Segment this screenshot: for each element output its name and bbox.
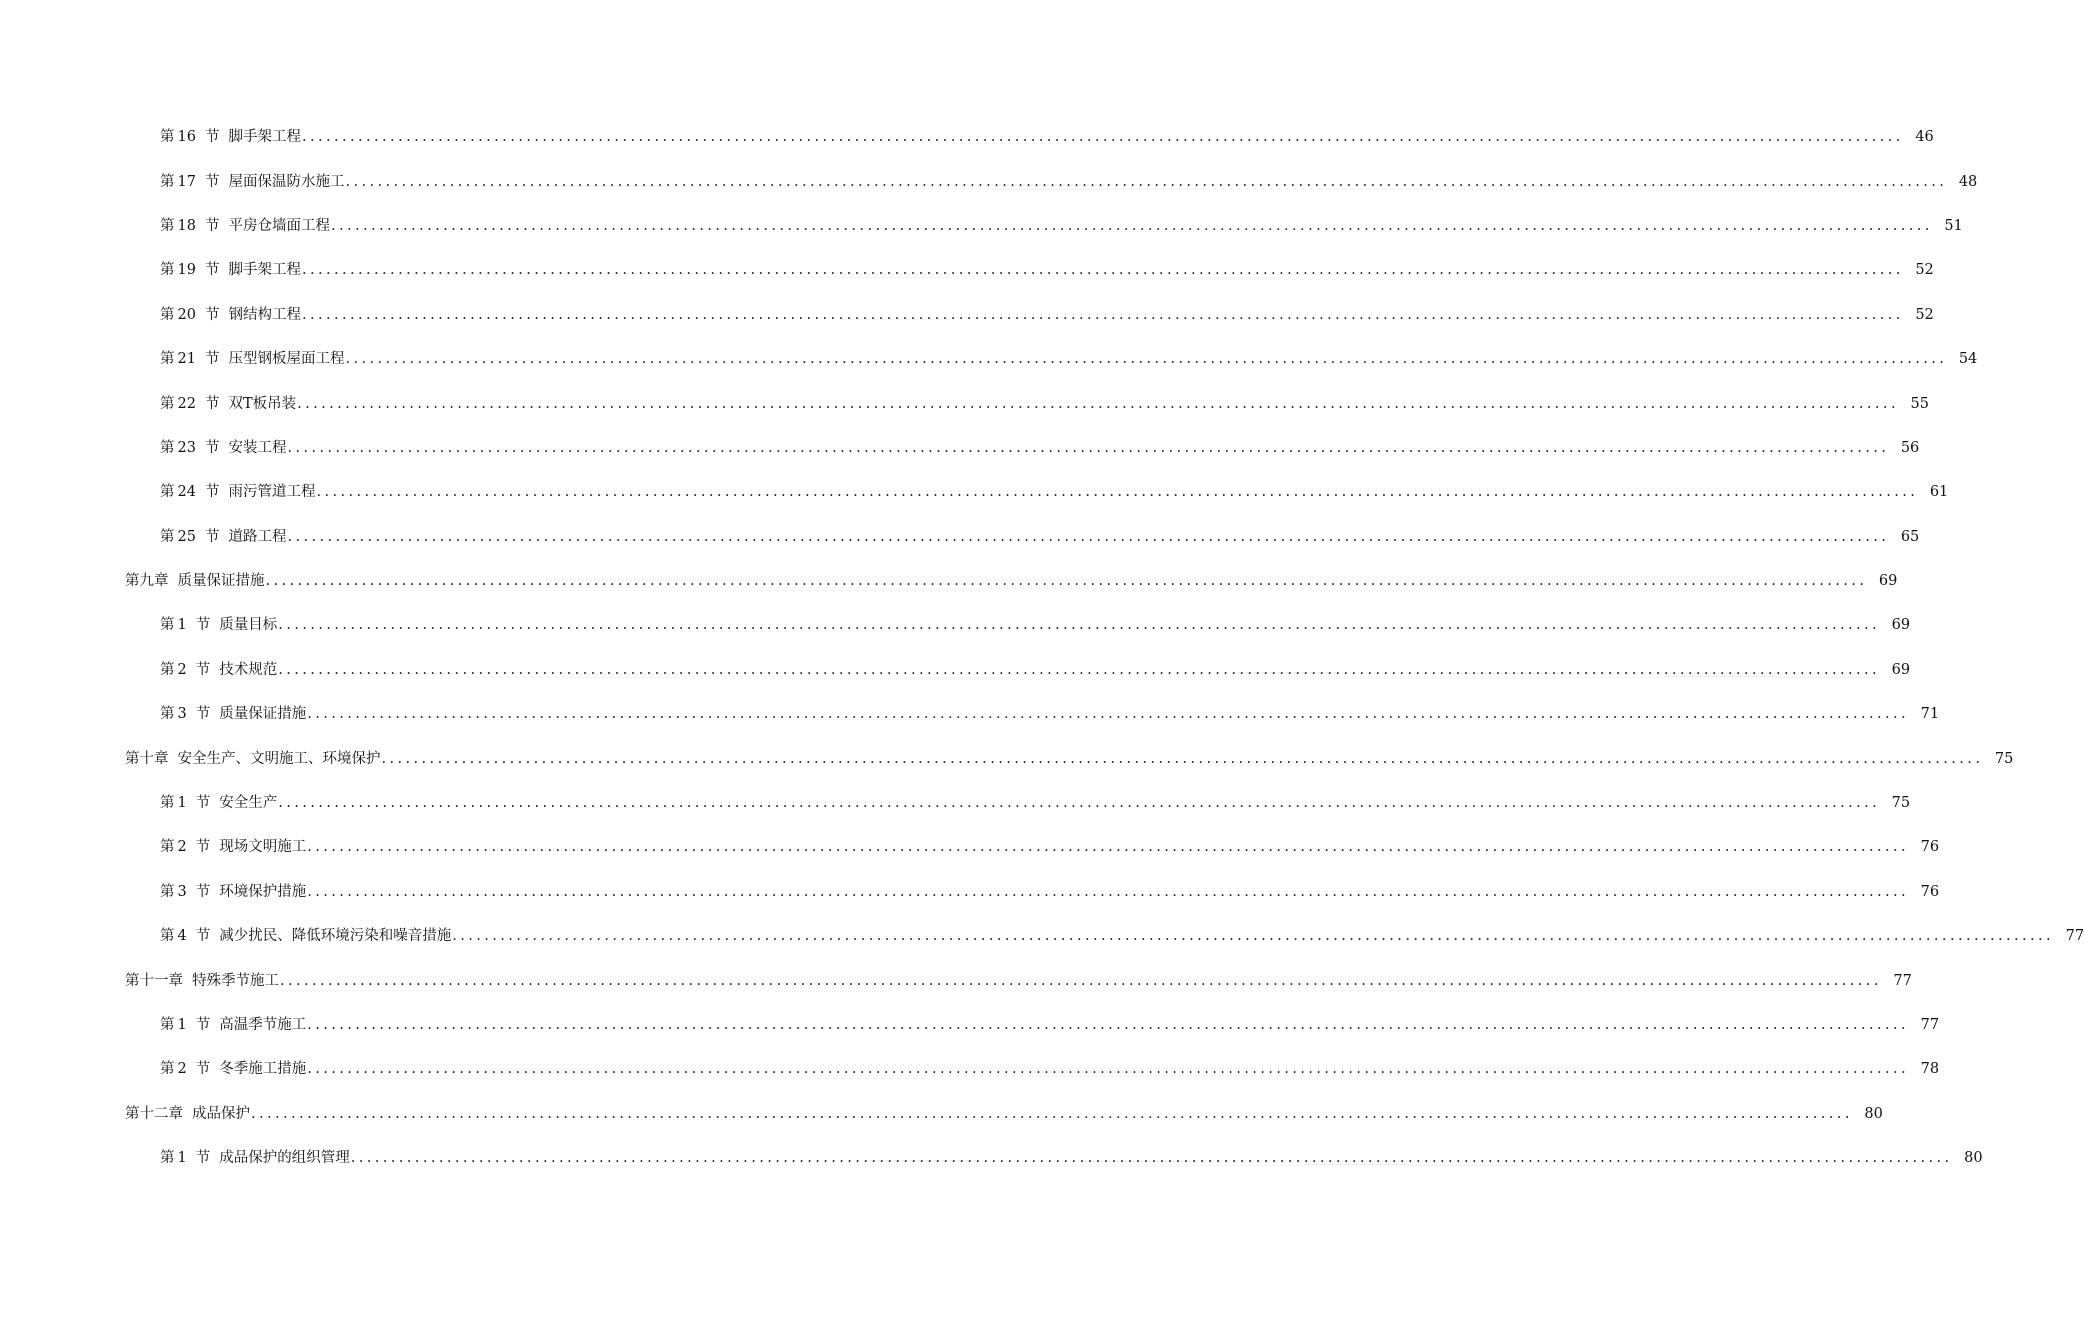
toc-entry-label: [160, 837, 306, 857]
table-of-contents: [0, 115, 2084, 1180]
toc-section-entry[interactable]: [0, 159, 1978, 203]
toc-section-entry[interactable]: [0, 293, 1934, 337]
toc-entry-label: [160, 793, 277, 813]
toc-entry-label: [160, 1059, 306, 1079]
dot-leader: ........................................................................................................................................................................................................: [350, 1150, 1953, 1167]
toc-entry-title: 技术规范: [219, 661, 278, 678]
toc-chapter-entry[interactable]: [0, 736, 2014, 780]
toc-page-number: 69: [1891, 617, 1911, 634]
toc-page-number: 71: [1920, 706, 1940, 723]
dot-leader: ........................................................................................................................................................................................................: [287, 528, 1890, 545]
section-suffix: 节: [195, 928, 211, 945]
toc-page-number: 75: [1994, 750, 2014, 767]
toc-entry-title: 质量目标: [219, 617, 278, 634]
toc-chapter-entry[interactable]: [0, 958, 1912, 1002]
toc-entry-title: 屋面保温防水施工: [228, 173, 345, 190]
section-number: 2: [177, 839, 187, 856]
section-number: 3: [177, 706, 187, 723]
toc-section-entry[interactable]: [0, 337, 1978, 381]
chapter-heading: 第九章: [125, 573, 169, 590]
toc-entry-label: [160, 882, 306, 902]
section-number: 17: [177, 173, 196, 190]
section-prefix: 第: [160, 928, 175, 945]
section-prefix: 第: [160, 1017, 175, 1033]
section-suffix: 节: [195, 1150, 211, 1167]
section-number: 1: [177, 1150, 187, 1167]
toc-entry-title: 安装工程: [228, 439, 287, 456]
toc-page-number: 69: [1878, 573, 1898, 590]
toc-entry-label: [160, 482, 315, 502]
toc-entry-title: 道路工程: [228, 528, 287, 545]
toc-section-entry[interactable]: [0, 603, 1911, 647]
dot-leader: ........................................................................................................................................................................................................: [301, 129, 1904, 146]
toc-entry-label: [125, 971, 279, 991]
toc-entry-label: [125, 571, 265, 591]
toc-page-number: 80: [1964, 1150, 1983, 1167]
toc-page-number: 76: [1920, 839, 1940, 856]
dot-leader: ........................................................................................................................................................................................................: [301, 262, 1904, 279]
toc-chapter-entry[interactable]: [0, 1092, 1883, 1136]
toc-entry-label: [160, 704, 306, 724]
toc-entry-title: 脚手架工程: [228, 262, 301, 279]
toc-entry-title: 成品保护: [192, 1105, 250, 1122]
section-suffix: 节: [204, 217, 220, 234]
section-suffix: 节: [204, 351, 220, 368]
dot-leader: ........................................................................................................................................................................................................: [381, 750, 1984, 767]
section-number: 1: [177, 1017, 187, 1033]
toc-section-entry[interactable]: [0, 781, 1911, 825]
toc-entry-title: 平房仓墙面工程: [228, 217, 330, 234]
toc-entry-title: 钢结构工程: [228, 306, 301, 323]
toc-page-number: 52: [1915, 306, 1934, 323]
section-suffix: 节: [195, 706, 211, 723]
section-suffix: 节: [195, 839, 211, 856]
dot-leader: ........................................................................................................................................................................................................: [330, 217, 1933, 234]
toc-entry-title: 高温季节施工: [219, 1017, 307, 1033]
section-suffix: 节: [204, 395, 220, 412]
toc-entry-label: [160, 660, 277, 680]
toc-section-entry[interactable]: [0, 470, 1949, 514]
toc-entry-title: 安全生产、文明施工、环境保护: [177, 750, 381, 767]
toc-entry-label: [160, 926, 451, 946]
section-number: 2: [177, 661, 187, 678]
section-prefix: 第: [160, 795, 175, 812]
toc-section-entry[interactable]: [0, 1047, 1940, 1091]
toc-page-number: 55: [1910, 395, 1929, 412]
toc-section-entry[interactable]: [0, 870, 1940, 914]
toc-entry-title: 成品保护的组织管理: [219, 1150, 350, 1167]
toc-entry-label: [125, 1104, 250, 1124]
chapter-heading: 第十二章: [125, 1105, 183, 1122]
section-number: 1: [177, 795, 187, 812]
toc-entry-title: 环境保护措施: [219, 883, 307, 900]
section-number: 22: [177, 395, 196, 412]
dot-leader: ........................................................................................................................................................................................................: [265, 573, 1868, 590]
toc-page-number: 75: [1891, 795, 1911, 812]
section-prefix: 第: [160, 262, 175, 279]
section-prefix: 第: [160, 617, 175, 634]
toc-section-entry[interactable]: [0, 1003, 1940, 1047]
toc-section-entry[interactable]: [0, 248, 1934, 292]
toc-page-number: 51: [1944, 217, 1963, 234]
toc-entry-title: 雨污管道工程: [228, 484, 316, 501]
dot-leader: ........................................................................................................................................................................................................: [251, 1105, 1853, 1122]
toc-entry-label: [160, 394, 296, 414]
toc-entry-label: [160, 216, 330, 236]
toc-section-entry[interactable]: [0, 115, 1934, 159]
section-number: 25: [177, 528, 196, 545]
toc-entry-label: [160, 260, 301, 280]
dot-leader: ........................................................................................................................................................................................................: [297, 395, 1899, 412]
toc-section-entry[interactable]: [0, 204, 1963, 248]
toc-page-number: 65: [1900, 528, 1920, 545]
section-suffix: 节: [195, 883, 211, 900]
dot-leader: ........................................................................................................................................................................................................: [345, 351, 1948, 368]
toc-section-entry[interactable]: [0, 825, 1940, 869]
section-number: 23: [177, 439, 196, 456]
toc-entry-label: [160, 1015, 306, 1035]
chapter-heading: 第十一章: [125, 972, 183, 989]
section-suffix: 节: [204, 306, 220, 323]
dot-leader: ........................................................................................................................................................................................................: [280, 972, 1882, 989]
toc-page-number: 54: [1958, 351, 1978, 368]
dot-leader: ........................................................................................................................................................................................................: [278, 795, 1881, 812]
section-prefix: 第: [160, 129, 175, 146]
section-number: 2: [177, 1061, 187, 1078]
section-suffix: 节: [204, 129, 220, 146]
toc-page-number: 69: [1891, 661, 1911, 678]
toc-page-number: 80: [1864, 1105, 1883, 1122]
section-suffix: 节: [204, 484, 220, 501]
toc-section-entry[interactable]: [0, 648, 1911, 692]
dot-leader: ........................................................................................................................................................................................................: [345, 173, 1948, 190]
toc-page-number: 77: [1920, 1017, 1940, 1033]
dot-leader: ........................................................................................................................................................................................................: [301, 306, 1904, 323]
toc-section-entry[interactable]: [0, 914, 2084, 958]
dot-leader: ........................................................................................................................................................................................................: [452, 928, 2055, 945]
toc-entry-label: [160, 1148, 350, 1168]
toc-entry-title: 减少扰民、降低环境污染和噪音措施: [219, 928, 452, 945]
section-prefix: 第: [160, 439, 175, 456]
section-prefix: 第: [160, 306, 175, 323]
toc-section-entry[interactable]: [0, 381, 1929, 425]
section-number: 1: [177, 617, 187, 634]
toc-section-entry[interactable]: [0, 692, 1940, 736]
section-prefix: 第: [160, 839, 175, 856]
dot-leader: ........................................................................................................................................................................................................: [316, 484, 1919, 501]
toc-entry-label: [160, 305, 301, 325]
toc-entry-label: [125, 749, 381, 769]
section-number: 18: [177, 217, 196, 234]
toc-entry-label: [160, 127, 301, 147]
section-suffix: 节: [195, 661, 211, 678]
section-prefix: 第: [160, 528, 175, 545]
dot-leader: ........................................................................................................................................................................................................: [278, 617, 1881, 634]
section-prefix: 第: [160, 661, 175, 678]
section-prefix: 第: [160, 217, 175, 234]
section-suffix: 节: [195, 1061, 211, 1078]
section-suffix: 节: [204, 262, 220, 279]
toc-page-number: 61: [1929, 484, 1949, 501]
toc-entry-label: [160, 527, 286, 547]
section-number: 19: [177, 262, 196, 279]
section-suffix: 节: [195, 1017, 211, 1033]
toc-page-number: 56: [1900, 439, 1920, 456]
toc-chapter-entry[interactable]: [0, 559, 1898, 603]
toc-entry-title: 特殊季节施工: [192, 972, 279, 989]
section-prefix: 第: [160, 173, 175, 190]
toc-page-number: 52: [1915, 262, 1934, 279]
section-prefix: 第: [160, 706, 175, 723]
toc-entry-label: [160, 615, 277, 635]
section-prefix: 第: [160, 883, 175, 900]
toc-page-number: 77: [2065, 928, 2084, 945]
toc-entry-label: [160, 438, 286, 458]
section-number: 24: [177, 484, 196, 501]
section-suffix: 节: [204, 173, 220, 190]
toc-page-number: 78: [1920, 1061, 1940, 1078]
toc-entry-title: 质量保证措施: [177, 573, 265, 590]
section-prefix: 第: [160, 1150, 175, 1167]
toc-entry-title: 安全生产: [219, 795, 278, 812]
section-suffix: 节: [195, 795, 211, 812]
section-number: 16: [177, 129, 196, 146]
dot-leader: ........................................................................................................................................................................................................: [307, 883, 1910, 900]
section-suffix: 节: [204, 439, 220, 456]
toc-page-number: 76: [1920, 883, 1940, 900]
toc-entry-title: 压型钢板屋面工程: [228, 351, 345, 368]
dot-leader: ........................................................................................................................................................................................................: [278, 661, 1881, 678]
section-number: 20: [177, 306, 196, 323]
toc-entry-label: [160, 172, 344, 192]
section-suffix: 节: [195, 617, 211, 634]
toc-section-entry[interactable]: [0, 1136, 1983, 1180]
dot-leader: ........................................................................................................................................................................................................: [307, 839, 1910, 856]
section-prefix: 第: [160, 351, 175, 368]
toc-entry-title: 质量保证措施: [219, 706, 307, 723]
toc-entry-title: 现场文明施工: [219, 839, 307, 856]
toc-entry-title: 冬季施工措施: [219, 1061, 307, 1078]
toc-page-number: 48: [1958, 173, 1978, 190]
section-prefix: 第: [160, 484, 175, 501]
section-suffix: 节: [204, 528, 220, 545]
toc-entry-title: 双T板吊装: [228, 395, 297, 412]
toc-section-entry[interactable]: [0, 515, 1920, 559]
dot-leader: ........................................................................................................................................................................................................: [307, 706, 1910, 723]
dot-leader: ........................................................................................................................................................................................................: [307, 1017, 1910, 1033]
section-number: 3: [177, 883, 187, 900]
toc-page-number: 77: [1893, 972, 1912, 989]
toc-entry-label: [160, 349, 344, 369]
toc-section-entry[interactable]: [0, 426, 1920, 470]
section-prefix: 第: [160, 395, 175, 412]
section-prefix: 第: [160, 1061, 175, 1078]
toc-page-number: 46: [1915, 129, 1934, 146]
section-number: 4: [177, 928, 187, 945]
toc-entry-title: 脚手架工程: [228, 129, 301, 146]
dot-leader: ........................................................................................................................................................................................................: [307, 1061, 1910, 1078]
chapter-heading: 第十章: [125, 750, 169, 767]
dot-leader: ........................................................................................................................................................................................................: [287, 439, 1890, 456]
section-number: 21: [177, 351, 196, 368]
